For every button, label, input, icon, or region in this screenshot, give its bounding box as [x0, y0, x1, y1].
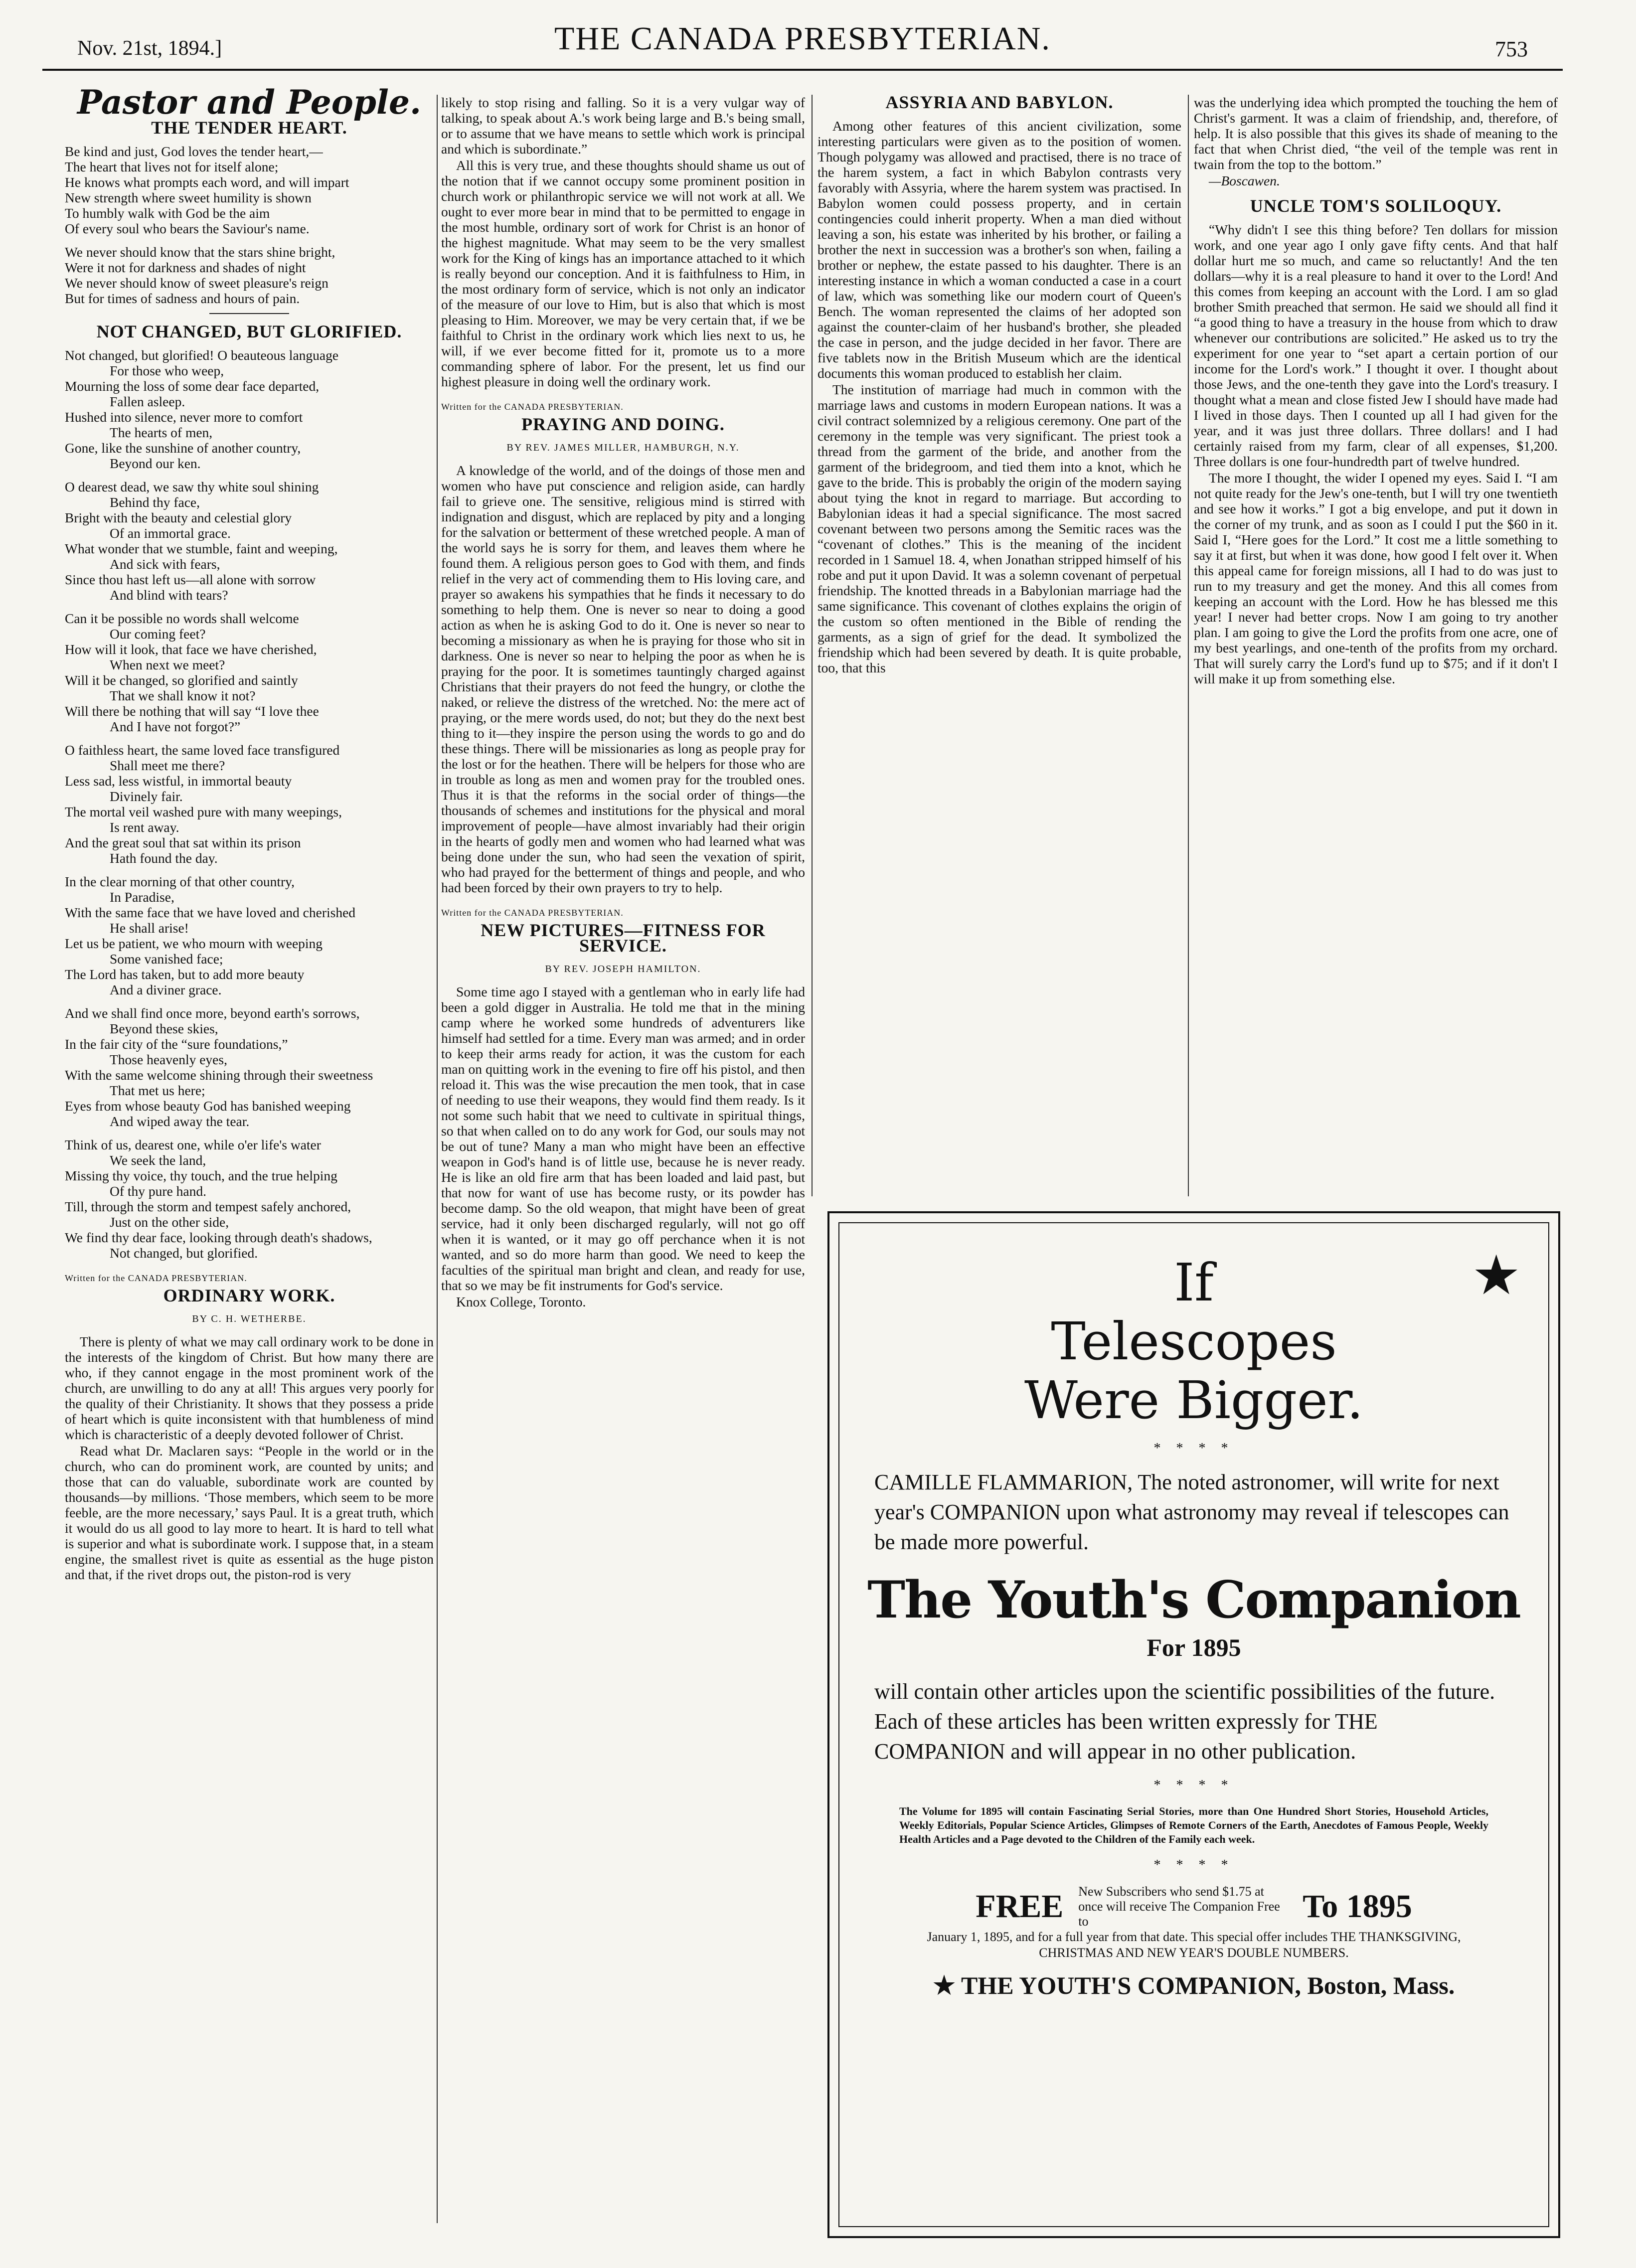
poem-line: Not changed, but glorified! O beauteous language	[65, 347, 339, 363]
poem-line: For those who weep,	[110, 363, 224, 378]
poem-line: Beyond our ken.	[110, 456, 201, 471]
poem-line: But for times of sadness and hours of pain.	[65, 291, 300, 306]
issue-date: Nov. 21st, 1894.]	[77, 37, 222, 60]
ad-fine-print: The Volume for 1895 will contain Fascinating Serial Stories, more than One Hundred Short Stories, Household Articles, Weekly Editorials, Popular Science Articles, Glimpses of Remote Corners of the Earth, Anecdotes of Famous People, Weekly Health Articles and a Page devoted to the Children of the Family each week.	[899, 1805, 1488, 1845]
ad-body-2: will contain other articles upon the scientific possibilities of the future. Each of these articles has been written expressly for THE COMPANION and will appear in no other publication.	[874, 1679, 1495, 1764]
poem-line: Gone, like the sunshine of another country,	[65, 440, 301, 456]
poem-line: Some vanished face;	[110, 951, 223, 967]
divider	[209, 313, 289, 314]
paragraph: likely to stop rising and falling. So it is a very vulgar way of talking, to speak about A.'s work being large and B.'s being small, or to assume that we have means to settle which work is principal and which is subordinate.”	[441, 95, 805, 157]
poem-line: We never should know of sweet pleasure's reign	[65, 275, 328, 291]
paragraph: All this is very true, and these thoughts should shame us out of the notion that if we cannot occupy some prominent position in church work or philanthropic service we will not work at all. We ought to ever more bear in mind that to be permitted to engage in the most humble, ordinary sort of work for Christ is an honor of the highest magnitude. What may seem to be the very smallest work for the King of kings has an importance attached to it which is really beyond our conception. And it is faithfulness to Him, in the most ordinary form of service, which is not only an indicator of the measure of our love to Him, but is also that which is most pleasing to Him. Moreover, we may be very certain that, if we be faithful to Christ in the ordinary work which lies next to us, he will, if we ever become fitted for it, promote us to a more commanding sphere of labor. For the present, let us find our highest pleasure in doing well the ordinary work.	[441, 158, 805, 389]
paragraph: The more I thought, the wider I opened my eyes. Said I. “I am not quite ready for the Jew's one-tenth, but I will try one twentieth and see how it works.” I got a big envelope, and put it down in the corner of my trunk, and as soon as I could I put the $60 in it. Said I, “Here goes for the Lord.” It cost me a little something to say it at first, but when it was done, how good I felt over it. When this appeal came for foreign missions, all I had to do was just to run to my treasury and get the money. And this all comes from keeping an account with the Lord. How he has blessed me this year! I never had better crops. Now I am going to try another plan. I am going to give the Lord the profits from one acre, one of my best yearlings, and one-tenth of the profits from my orchard. That will surely carry the Lord's fund up to $75; and if it don't I will make it up from something else.	[1194, 470, 1558, 686]
masthead	[42, 9, 1563, 71]
newspaper-title: THE CANADA PRESBYTERIAN.	[554, 20, 1051, 57]
poem-line: Hushed into silence, never more to comfort	[65, 409, 303, 425]
poem-line: In the clear morning of that other country,	[65, 874, 295, 889]
poem-line: In the fair city of the “sure foundations,”	[65, 1036, 288, 1052]
ad-headline-line: Telescopes	[1051, 1311, 1337, 1372]
paragraph: Among other features of this ancient civilization, some interesting particulars were given as to the position of women. Though polygamy was allowed and practised, there is no trace of the harem system, a fact in which Babylon contrasts very favorably with Assyria, where the harem system was practised. In Babylon women could possess property, and in certain contingencies could inherit property. When a man died without leaving a son, his estate was inherited by his brother, or failing a brother the next in succession was a brother's son when, failing a brother or nephew, the estate passed to his daughter. There is an interesting instance in which a woman conducted a case in a court of law, which was something like our modern court of Queen's Bench. The woman represented the claims of her adopted son against the counter-claim of her husband's brother, she pleaded the case in person, and the judge decided in her favor. There are five tablets now in the British Museum which are the identical documents this woman produced to establish her claim.	[818, 118, 1181, 381]
ad-stars-divider: * * * *	[1153, 1778, 1234, 1793]
poem-line: And I have not forgot?”	[110, 719, 241, 734]
ad-headline-line: If	[1174, 1252, 1214, 1313]
poem-line: Can it be possible no words shall welcome	[65, 611, 299, 626]
poem-line: How will it look, that face we have cherished,	[65, 642, 317, 657]
poem-line: He shall arise!	[110, 920, 189, 936]
poem-line: The mortal veil washed pure with many weepings,	[65, 804, 342, 819]
article-title: NEW PICTURES—FITNESS FOR SERVICE.	[481, 920, 766, 956]
poem-line: When next we meet?	[110, 657, 225, 672]
column-4	[1194, 95, 1558, 687]
poem-line: Of every soul who bears the Saviour's name.	[65, 221, 310, 236]
byline: BY C. H. WETHERBE.	[192, 1313, 307, 1324]
stanza-gap	[65, 997, 434, 1005]
poem-line: Behind thy face,	[110, 494, 200, 510]
article-title: PRAYING AND DOING.	[521, 414, 725, 434]
column-2	[441, 95, 805, 1310]
poem-line: Divinely fair.	[110, 789, 183, 804]
poem-line: Till, through the storm and tempest safely anchored,	[65, 1199, 351, 1214]
poem-line: In Paradise,	[110, 889, 174, 905]
stanza-gap	[65, 603, 434, 611]
ad-stars-divider: * * * *	[1153, 1857, 1234, 1873]
paragraph: There is plenty of what we may call ordinary work to be done in the interests of the kingdom of Christ. But how many there are who, if they cannot engage in the most prominent work of the church, are unwilling to do any at all! This argues very poorly for the quality of their Christianity. It shows that they possess a pride of heart which is quite inconsistent with that humbleness of mind which is characteristic of a deeply devoted follower of Christ.	[65, 1334, 434, 1442]
paragraph: was the underlying idea which prompted the touching the hem of Christ's garment. It was a claim of friendship, and, therefore, of help. It is also possible that this gives its shade of meaning to the fact that when Christ died, “the veil of the temple was rent in twain from the top to the bottom.”	[1194, 95, 1558, 172]
column-rule	[812, 95, 813, 1196]
poem-line: We find thy dear face, looking through death's shadows,	[65, 1230, 372, 1245]
ad-inner-frame	[838, 1222, 1549, 2227]
poem-line: We never should know that the stars shine bright,	[65, 244, 335, 260]
page-number: 753	[1495, 37, 1528, 61]
poem-line: Our coming feet?	[110, 626, 206, 642]
ad-stars-divider: * * * *	[1153, 1441, 1234, 1456]
poem-line: With the same welcome shining through their sweetness	[65, 1067, 373, 1083]
poem-line: Is rent away.	[110, 819, 179, 835]
ad-year: For 1895	[1146, 1633, 1241, 1661]
poem-line: O dearest dead, we saw thy white soul shining	[65, 479, 319, 494]
article-title: UNCLE TOM'S SOLILOQUY.	[1250, 196, 1502, 216]
poem-line: Just on the other side,	[110, 1214, 229, 1230]
poem-line: Think of us, dearest one, while o'er life's water	[65, 1137, 321, 1152]
article-title: ORDINARY WORK.	[163, 1286, 335, 1305]
ad-free-text: New Subscribers who send $1.75 at once will receive The Companion Free to	[1078, 1884, 1280, 1929]
poem-line: And we shall find once more, beyond earth's sorrows,	[65, 1005, 360, 1021]
star-icon: ★	[933, 1971, 962, 1999]
poem-line: With the same face that we have loved and cherished	[65, 905, 356, 920]
paragraph: The institution of marriage had much in common with the marriage laws and customs in modern European nations. It was a civil contract solemnized by a religious ceremony. One part of the ceremony in the temple was very significant. The priest took a thread from the garment of the bride, and another from the garment of the bridegroom, and tied them into a knot, which he gave to the bride. This is probably the origin of the modern saying about tying the knot in regard to marriage. But according to Babylonian ideas it had a special significance. The most sacred covenant between two persons among the Semitic races was the “covenant of clothes.” This is the meaning of the incident recorded in 1 Samuel 18. 4, when Jonathan stripped himself of his robe and put it upon David. It was a solemn covenant of perpetual friendship. The knotted threads in a Babylonian marriage had the same significance. This covenant of clothes explains the origin of the custom so often mentioned in the Bible of rending the garments, as a sign of grief for the dead. It symbolized the friendship which had been severed by death. It is quite probable, too, that this	[818, 382, 1181, 675]
poem-line: To humbly walk with God be the aim	[65, 205, 270, 221]
poem-tender-heart	[65, 144, 434, 306]
section-heading: Pastor and People.	[77, 83, 421, 122]
poem-line: Will there be nothing that will say “I love thee	[65, 703, 319, 719]
ad-publisher: THE YOUTH'S COMPANION, Boston, Mass.	[961, 1971, 1455, 1999]
article-title: THE TENDER HEART.	[151, 118, 347, 138]
poem-line: The hearts of men,	[110, 425, 213, 440]
ad-body: CAMILLE FLAMMARION, The noted astronomer, will write for next year's COMPANION upon what astronomy may reveal if telescopes can be made more powerful.	[874, 1470, 1509, 1554]
poem-line: And wiped away the tear.	[110, 1114, 250, 1129]
poem-line: Be kind and just, God loves the tender heart,—	[65, 144, 323, 159]
article-title: NOT CHANGED, BUT GLORIFIED.	[96, 322, 402, 341]
paragraph: “Why didn't I see this thing before? Ten dollars for mission work, and one year ago I only gave fifty cents. And that half dollar hurt me so much, and came so reluctantly! And the ten dollars—why it is a real pleasure to hand it over to the Lord! And this comes from keeping an account with the Lord. I am so glad brother Smith preached that sermon. He said we should all find it “a good thing to have a treasury in the house from which to draw whenever our contributions are solicited.” He asked us to try the experiment for one year to “set apart a certain portion of our income for the Lord's work.” I thought it over. I thought about those Jews, and the one-tenth they gave into the Lord's treasury. I thought what a mean and close fisted Jew I should have made had I lived in those days. Then I counted up all I had given for the year, and it was just three dollars. Three dollars! and I had certainly raised from my farm, clear of all expenses, $1,200. Three dollars is one four-hundredth part of twelve hundred.	[1194, 222, 1558, 469]
column-3	[818, 92, 1181, 676]
paragraph: Some time ago I stayed with a gentleman who in early life had been a gold digger in Australia. He told me that in the mining camp where he worked some hundreds of adventurers like himself had settled for a time. Every man was armed; and in order to keep their arms ready for action, it was the custom for each man on quitting work in the evening to fire off his pistol, and then reload it. This was the wise precaution the men took, that in case of needing to use their weapons, they would find them ready. Is it not some such habit that we need to cultivate in spiritual things, so that when called on to do any work for God, our souls may not be out of tune? Many a man who might have been an effective weapon in God's hand is of little use, because he is never ready. He is like an old fire arm that has been loaded and laid past, but that now for want of use has become rusty, or its powder has become damp. So the old weapon, that might have been of great service, had it only been discharged regularly, will not go off when it is wanted, or it may go off perchance when it is not wanted, and so do more harm than good. We need to keep the faculties of the spiritual man bright and clean, and ready for use, that so we may be fit instruments for God's service.	[441, 984, 805, 1293]
poem-line: Eyes from whose beauty God has banished weeping	[65, 1098, 351, 1114]
poem-line: That met us here;	[110, 1083, 205, 1098]
ad-footer	[839, 1971, 1548, 2000]
signature: Knox College, Toronto.	[456, 1294, 586, 1309]
poem-line: Of an immortal grace.	[110, 525, 231, 541]
signature: —Boscawen.	[1209, 173, 1280, 188]
ad-brand: The Youth's Companion	[867, 1570, 1520, 1630]
poem-line: What wonder that we stumble, faint and weeping,	[65, 541, 338, 556]
poem-line: Will it be changed, so glorified and saintly	[65, 672, 298, 688]
poem-line: He knows what prompts each word, and will impart	[65, 174, 349, 190]
ad-offer-text: January 1, 1895, and for a full year from that date. This special offer includes THE THANKSGIVING, CHRISTMAS AND NEW YEAR'S DOUBLE NUMBERS.	[927, 1930, 1461, 1960]
written-for-note: Written for the CANADA PRESBYTERIAN.	[441, 908, 624, 918]
poem-line: The Lord has taken, but to add more beauty	[65, 967, 305, 982]
article-title: ASSYRIA AND BABYLON.	[885, 92, 1114, 112]
stanza-gap	[65, 236, 434, 244]
poem-line: Missing thy voice, thy touch, and the true helping	[65, 1168, 337, 1183]
poem-line: Let us be patient, we who mourn with weeping	[65, 936, 323, 951]
paragraph: Read what Dr. Maclaren says: “People in the world or in the church, who can do prominent work, are counted by units; and those that can do valuable, subordinate work are counted by thousands—by millions. ‘Those members, which seem to be more feeble, are the more necessary,’ says Paul. It is a great truth, which it would do us all good to lay more to heart. It is hard to tell what is superior and what is subordinate work. I suppose that, in a steam engine, the smallest rivet is quite as essential as the huge piston and that, if the rivet drops out, the piston-rod is very	[65, 1443, 434, 1582]
advertisement	[827, 1211, 1560, 2238]
poem-line: Fallen asleep.	[110, 394, 185, 409]
byline: BY REV. JOSEPH HAMILTON.	[545, 964, 701, 974]
poem-line: Less sad, less wistful, in immortal beauty	[65, 773, 292, 789]
ad-free-offer	[839, 1884, 1548, 1929]
poem-line: Not changed, but glorified.	[110, 1245, 258, 1261]
poem-line: And the great soul that sat within its prison	[65, 835, 301, 850]
poem-line: Beyond these skies,	[110, 1021, 218, 1036]
column-1	[65, 83, 434, 1583]
poem-line: Those heavenly eyes,	[110, 1052, 227, 1067]
poem-line: O faithless heart, the same loved face transfigured	[65, 742, 340, 758]
poem-line: Were it not for darkness and shades of night	[65, 260, 306, 275]
poem-line: We seek the land,	[110, 1152, 206, 1168]
poem-not-changed	[65, 347, 434, 1261]
column-rule	[437, 95, 438, 2223]
poem-line: Bright with the beauty and celestial glory	[65, 510, 292, 525]
stanza-gap	[65, 734, 434, 742]
poem-line: The heart that lives not for itself alone;	[65, 159, 279, 174]
stanza-gap	[65, 866, 434, 874]
byline: BY REV. JAMES MILLER, HAMBURGH, N.Y.	[506, 442, 740, 453]
poem-line: And blind with tears?	[110, 587, 228, 603]
column-rule	[1188, 95, 1189, 1196]
poem-line: Hath found the day.	[110, 850, 218, 866]
poem-line: Shall meet me there?	[110, 758, 225, 773]
paragraph: A knowledge of the world, and of the doings of those men and women who have put conscience and religion aside, can hardly fail to grieve one. The sensitive, religious mind is stirred with indignation and disgust, which are replaced by pity and a longing for the salvation or betterment of these wretched people. A man of the world says he is sorry for them, and leaves them where he found them. A religious person goes to God with them, and finds relief in the very act of commending them to His loving care, and prayer so awakens his sympathies that he finds it necessary to do something to help them. One is never so near to doing a good action as when he is asking God to do it. One is never so near to becoming a missionary as when he is praying for those who sit in darkness. One is never so near to helping the poor as when he is praying for the poor. It is sometimes tauntingly charged against Christians that their prayers do not feed the hungry, or clothe the naked, or relieve the distress of the wretched. No: the mere act of praying, or the mere words used, do not; but they do the next best thing to it—they inspire the person using the words to go and do these things. There will be missionaries as long as people pray for the lost or for the heathen. There will be helpers for those who are in trouble as long as men and women pray for the troubled ones. Thus it is that the reforms in the social order of things—the thousands of schemes and institutions for the physical and moral improvement of people—have almost invariably had their origin in the hearts of godly men and women who had learned what was being done under the sun, who had seen the vexation of spirit, who had prayed for the betterment of things and people, and who had been forced by their own prayers to try to help.	[441, 463, 805, 895]
poem-line: Mourning the loss of some dear face departed,	[65, 378, 320, 394]
ad-free-label: FREE	[976, 1888, 1064, 1925]
written-for-note: Written for the CANADA PRESBYTERIAN.	[65, 1273, 247, 1283]
stanza-gap	[65, 471, 434, 479]
written-for-note: Written for the CANADA PRESBYTERIAN.	[441, 402, 624, 412]
poem-line: That we shall know it not?	[110, 688, 256, 703]
poem-line: Of thy pure hand.	[110, 1183, 206, 1199]
poem-line: And a diviner grace.	[110, 982, 222, 997]
star-icon: ★	[1472, 1245, 1521, 1306]
stanza-gap	[65, 1129, 434, 1137]
poem-line: Since thou hast left us—all alone with sorrow	[65, 572, 316, 587]
ad-headline-line: Were Bigger.	[1024, 1370, 1363, 1431]
ad-to-year: To 1895	[1303, 1888, 1412, 1925]
poem-line: And sick with fears,	[110, 556, 220, 572]
poem-line: New strength where sweet humility is shown	[65, 190, 312, 205]
